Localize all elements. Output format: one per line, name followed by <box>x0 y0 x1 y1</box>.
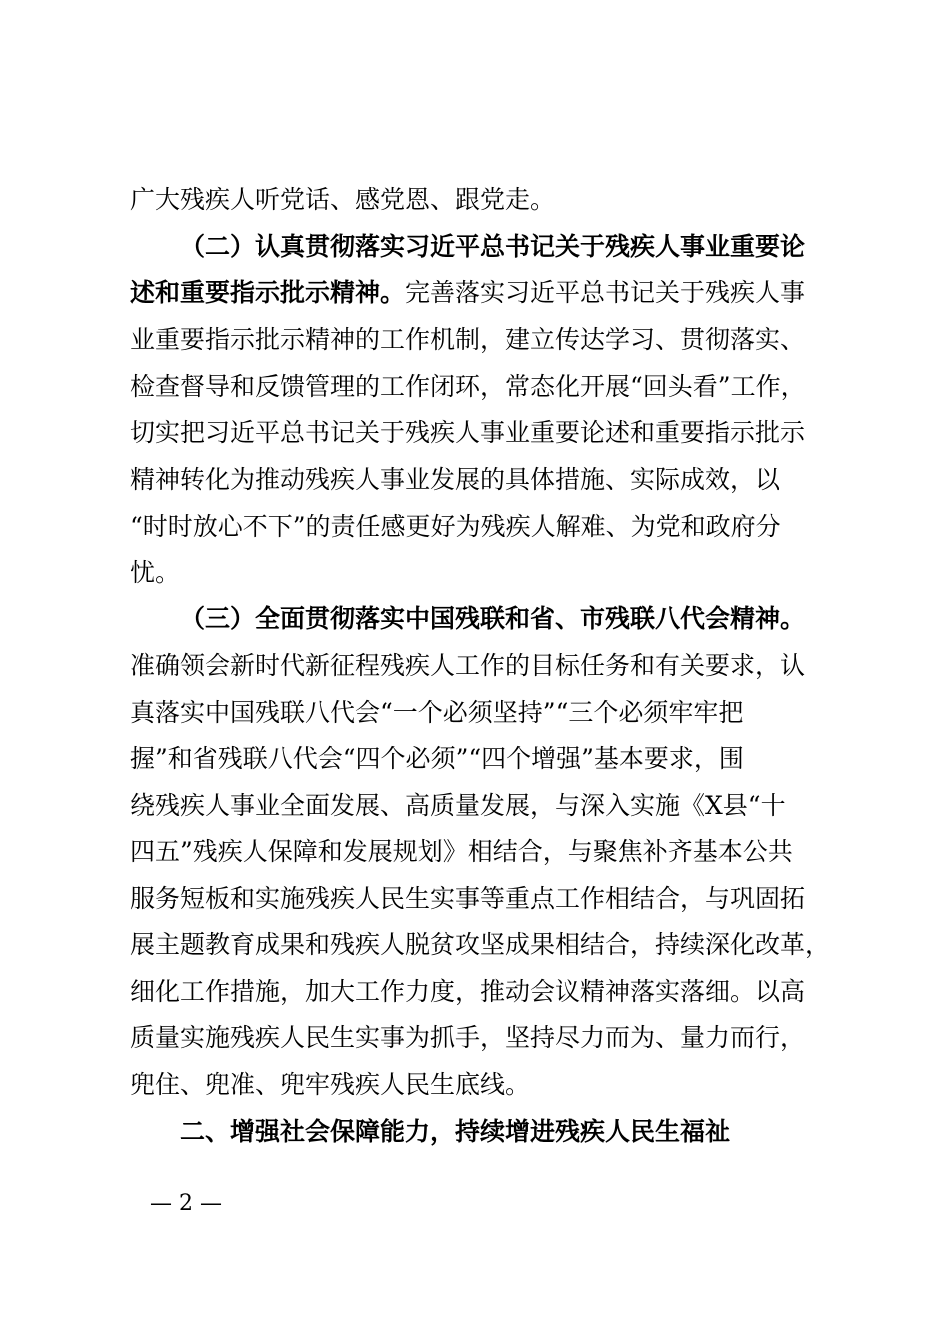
section-3-line-9: 质量实施残疾人民生实事为抓手，坚持尽力而为、量力而行， <box>130 1023 806 1052</box>
section-2-heading-line-1: （二）认真贯彻落实习近平总书记关于残疾人事业重要论 <box>180 232 806 261</box>
section-3-heading: （三）全面贯彻落实中国残联和省、市残联八代会精神。 <box>180 604 806 633</box>
section-3-line-1: 准确领会新时代新征程残疾人工作的目标任务和有关要求，认 <box>130 651 806 680</box>
chapter-2-heading: 二、增强社会保障能力，持续增进残疾人民生福祉 <box>180 1117 731 1146</box>
section-2-line-5: 切实把习近平总书记关于残疾人事业重要论述和重要指示批示 <box>130 418 806 447</box>
section-3-line-5: 四五”残疾人保障和发展规划》相结合，与聚焦补齐基本公共 <box>130 837 793 866</box>
section-2-line-2 <box>130 270 805 316</box>
section-3-line-6: 服务短板和实施残疾人民生实事等重点工作相结合，与巩固拓 <box>130 884 806 913</box>
section-2-heading-line-2: 述和重要指示批示精神。 <box>130 278 406 307</box>
page-number: — 2 — <box>150 1191 222 1216</box>
section-2-line-4: 检查督导和反馈管理的工作闭环，常态化开展“回头看”工作， <box>130 372 806 401</box>
section-3-line-3: 握”和省残联八代会“四个必须”“四个增强”基本要求，围 <box>130 744 744 773</box>
section-2-line-7: “时时放心不下”的责任感更好为残疾人解难、为党和政府分 <box>130 512 781 541</box>
section-2-line-3: 业重要指示批示精神的工作机制，建立传达学习、贯彻落实、 <box>130 325 806 354</box>
section-2-line-6: 精神转化为推动残疾人事业发展的具体措施、实际成效，以 <box>130 465 781 494</box>
section-2-line-8: 忧。 <box>130 558 181 587</box>
section-3-line-7: 展主题教育成果和残疾人脱贫攻坚成果相结合，持续深化改革， <box>130 930 831 959</box>
paragraph-1-line-1: 广大残疾人听党话、感党恩、跟党走。 <box>130 185 556 214</box>
section-2-body-start: 完善落实习近平总书记关于残疾人事 <box>405 278 806 307</box>
section-3-line-8: 细化工作措施，加大工作力度，推动会议精神落实落细。以高 <box>130 977 806 1006</box>
section-3-line-10: 兜住、兜准、兜牢残疾人民生底线。 <box>130 1070 531 1099</box>
section-3-line-2: 真落实中国残联八代会“一个必须坚持”“三个必须牢牢把 <box>130 698 744 727</box>
section-3-line-4: 绕残疾人事业全面发展、高质量发展，与深入实施《X县“十 <box>130 791 786 820</box>
